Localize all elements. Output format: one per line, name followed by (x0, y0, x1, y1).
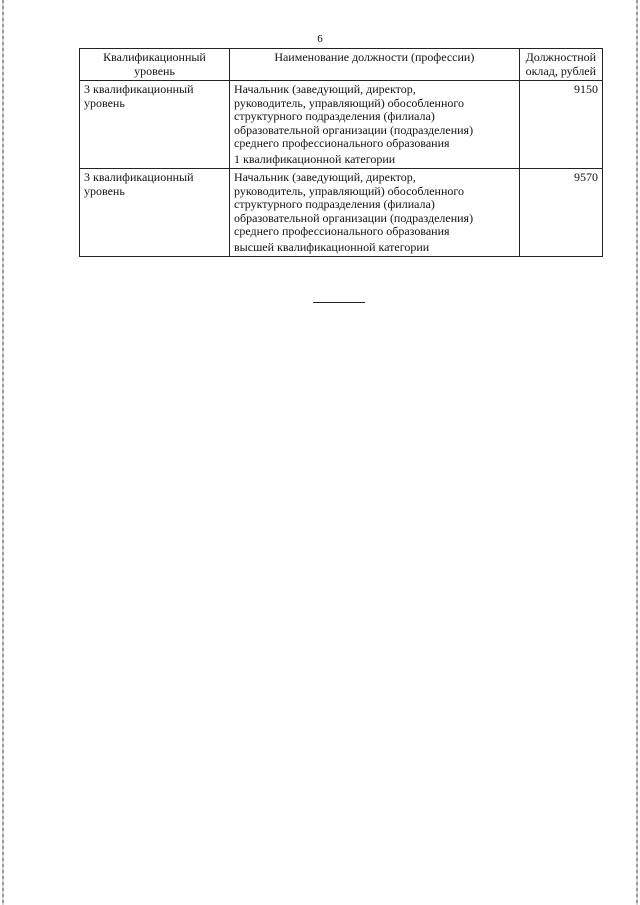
position-name-line: структурного подразделения (филиала) (234, 197, 435, 211)
row-position-name (230, 81, 520, 169)
position-name-line: руководитель, управляющий) обособленного (234, 183, 465, 198)
row-level: 3 квалификационный уровень (80, 169, 230, 257)
position-name-line: руководитель, управляющий) обособленного (234, 95, 465, 110)
scan-edge-right (636, 0, 638, 905)
position-name-line: образовательной организации (подразделения) (234, 122, 474, 137)
position-name-line: 1 квалификационной категории (234, 151, 396, 166)
row-salary: 9570 (519, 169, 602, 257)
row-salary: 9150 (519, 81, 602, 169)
position-name-line: высшей квалификационной категории (234, 239, 430, 254)
row-level: 3 квалификационный уровень (80, 81, 230, 169)
header-position-name: Наименование должности (профессии) (230, 49, 520, 81)
table-row (80, 81, 603, 169)
position-name-line: структурного подразделения (филиала) (234, 109, 435, 123)
position-name-line: среднего профессионального образования (234, 136, 450, 150)
document-end-rule (313, 302, 365, 303)
salary-table (79, 48, 603, 257)
header-salary: Должностной оклад, рублей (519, 49, 602, 81)
scan-edge-left (2, 0, 4, 905)
row-position-name (230, 169, 520, 257)
position-name-line: образовательной организации (подразделения) (234, 210, 474, 225)
table-header-row (80, 49, 603, 81)
position-name-line: Начальник (заведующий, директор, (234, 82, 416, 96)
header-level: Квалификационный уровень (80, 49, 230, 81)
table-row (80, 169, 603, 257)
position-name-line: Начальник (заведующий, директор, (234, 170, 416, 184)
position-name-line: среднего профессионального образования (234, 224, 450, 238)
page-number: 6 (317, 33, 323, 45)
